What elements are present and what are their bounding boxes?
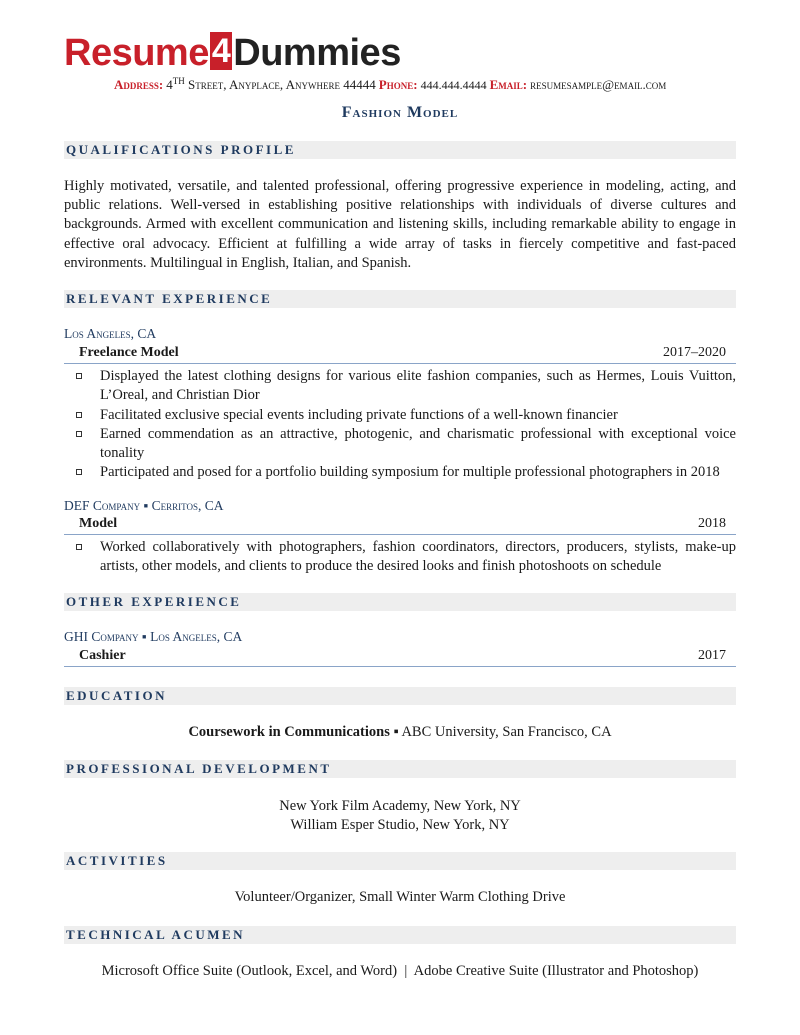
role-title: Cashier [79,648,126,663]
page-title: Fashion Model [341,104,459,121]
address-suffix: th [172,72,185,87]
role-row [64,647,736,667]
employer-line: GHI Company ▪ Los Angeles, CA [64,629,243,644]
bullet-text: Displayed the latest clothing designs for various elite fashion companies, such as Hermes, Louis Vuitton, L’Oreal, and Christian Dior [100,368,736,404]
section-heading-other: OTHER EXPERIENCE [66,594,242,609]
bullet-item [64,463,736,482]
bullet-square-icon [76,412,82,418]
address-label: Address: [114,77,164,92]
email-value: resumesample@email.com [530,77,667,92]
section-other-experience [64,593,736,611]
logo-text-resume: Resume [64,32,209,74]
section-education [64,687,736,705]
education-line [64,723,736,743]
bullet-item [64,538,736,577]
bullet-text: Worked collaboratively with photographers, fashion coordinators, directors, producers, stylists, make-up artists, other models, and clients to produce the desired looks and finish photoshoots on schedule [100,539,736,575]
education-separator: ▪ [389,724,402,740]
contact-line [114,72,666,93]
section-relevant-experience [64,290,736,308]
education-degree: Coursework in Communications [188,724,390,740]
logo-text-4: 4 [211,32,231,70]
role-title: Model [79,516,118,531]
activities-line: Volunteer/Organizer, Small Winter Warm Clothing Drive [234,889,566,905]
bullet-list [64,538,736,577]
employer-line: Los Angeles, CA [64,326,157,341]
address-value: Street, Anyplace, Anywhere 44444 [184,77,376,92]
employer-line: DEF Company ▪ Cerritos, CA [64,498,224,513]
address-number: 4 [166,77,173,92]
section-professional-development [64,760,736,778]
role-title: Freelance Model [79,345,179,360]
logo-text-dummies: Dummies [233,32,401,74]
section-activities [64,852,736,870]
role-dates: 2017 [698,648,726,663]
bullet-text: Facilitated exclusive special events including private functions of a well-known financier [100,406,618,423]
technical-line: Microsoft Office Suite (Outlook, Excel, and Word) | Adobe Creative Suite (Illustrator and Photoshop) [101,963,699,979]
section-heading-prodev: PROFESSIONAL DEVELOPMENT [66,761,332,776]
section-qualifications [64,141,736,159]
resume4dummies-logo [64,30,401,76]
phone-value: 444.444.4444 [420,78,487,92]
section-heading-activities: ACTIVITIES [66,853,168,868]
role-row [64,344,736,364]
bullet-text: Participated and posed for a portfolio building symposium for multiple professional photographers in 2018 [100,464,720,481]
bullet-list [64,367,736,483]
section-heading-relevant: RELEVANT EXPERIENCE [66,291,273,306]
bullet-square-icon [76,431,82,437]
bullet-square-icon [76,469,82,475]
role-row [64,515,736,535]
role-dates: 2018 [698,516,726,531]
role-dates: 2017–2020 [663,345,726,360]
bullet-item [64,425,736,464]
bullet-square-icon [76,544,82,550]
qualifications-paragraph: Highly motivated, versatile, and talented professional, offering progressive experience in modeling, acting, and public relations. Well-versed in establishing positive relationships with individuals of diverse cultures and backgrounds. Armed with excellent communication and listening skills, including remarkable ability to engage in effective oral advocacy. Efficient at fulfilling a wide array of tasks in fiercely competitive and fast-paced environments. Multilingual in English, Italian, and Spanish. [64,178,736,271]
section-heading-education: EDUCATION [66,688,167,703]
section-heading-technical: TECHNICAL ACUMEN [66,927,246,942]
email-label: Email: [489,77,528,92]
phone-label: Phone: [378,77,418,92]
bullet-item [64,406,736,425]
bullet-item [64,367,736,406]
bullet-text: Earned commendation as an attractive, photogenic, and charismatic professional with exceptional voice tonality [100,425,736,462]
section-technical-acumen [64,926,736,944]
prodev-item: William Esper Studio, New York, NY [290,817,510,833]
prodev-item: New York Film Academy, New York, NY [279,798,521,814]
bullet-square-icon [76,373,82,379]
section-heading-qualifications: QUALIFICATIONS PROFILE [66,142,296,157]
education-school: ABC University, San Francisco, CA [401,724,612,740]
